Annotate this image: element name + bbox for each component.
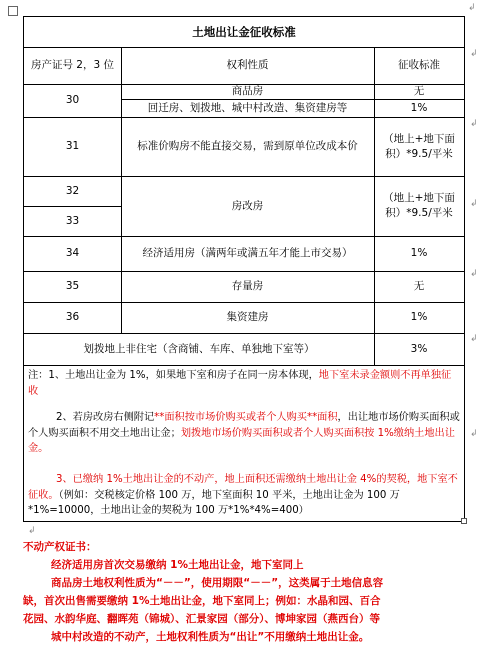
nature-allocated-nonresidential: 划拨地上非住宅（含商铺、车库、单独地下室等） [83,342,315,355]
header-standard: 征收标准 [398,59,440,71]
paragraph-mark: ↲ [28,526,36,536]
note-3: 3、已缴纳 1%土地出让金的不动产，地上面积还需缴纳土地出让金 4%的契税，地下室不征收。（例如：交税核定价格 100 万，地下室面积 10 平米，土地出让金为 100 万*1%=10000，土地出让金的契税为 100 万*1%*4%=400） [28,474,458,516]
bottom-line-3: 缺，首次出售需要缴纳 1%土地出让金，地下室同上；例如：水晶和园、百合 [23,595,381,607]
std-housing-reform: （地上+地下面积）*9.5/平米 [383,192,455,219]
paragraph-mark: ↲ [470,269,478,279]
std-fundraised: 1% [410,311,428,323]
bottom-line-4: 花园、水韵华庭、翻晖苑（锦城）、汇景家园（部分）、博坤家园（燕西台）等 [23,613,380,625]
paragraph-mark: ↲ [470,199,478,209]
header-nature: 权利性质 [226,59,269,71]
code-33: 33 [65,214,80,227]
std-existing: 无 [413,280,425,292]
paragraph-mark: ↲ [470,429,478,439]
std-relocation: 1% [410,101,428,114]
bottom-line-1: 经济适用房首次交易缴纳 1%土地出让金，地下室同上 [51,559,304,571]
std-standard-price: （地上+地下面积）*9.5/平米 [383,132,455,160]
nature-standard-price: 标准价购房不能直接交易，需到原单位改成本价 [137,140,358,152]
code-34: 34 [65,247,80,259]
bottom-line-5: 城中村改造的不动产，土地权利性质为“出让”不用缴纳土地出让金。 [51,631,370,643]
std-allocated-nonresidential: 3% [410,342,428,355]
code-36: 36 [65,311,80,323]
bottom-heading: 不动产权证书： [23,541,97,553]
table-resize-handle[interactable] [461,518,467,524]
code-30: 30 [65,94,80,106]
table-title: 土地出让金征收标准 [192,24,296,39]
nature-affordable: 经济适用房（满两年或满五年才能上市交易） [142,247,353,259]
page-corner-mark [8,6,18,16]
nature-housing-reform: 房改房 [231,199,264,212]
std-affordable: 1% [410,247,428,259]
paragraph-mark: ↲ [470,334,478,344]
paragraph-mark: ↲ [470,119,478,129]
code-35: 35 [65,280,80,292]
header-code: 房产证号 2，3 位 [30,59,115,71]
code-31: 31 [65,140,80,152]
note-2: 2、若房改房右侧附记**面积按市场价购买或者个人购买**面积，出让地市场价购买面积或个人购买面积不用交土地出让金；划拨地市场价购买面积或者个人购买面积按 1%缴纳土地出让金。 [28,412,460,454]
nature-commercial: 商品房 [231,85,264,97]
std-commercial: 无 [413,85,425,97]
note-1: 注：1、土地出让金为 1%，如果地下室和房子在同一房本体现，地下室未录金额则不再单独征收 [28,370,452,397]
nature-existing: 存量房 [231,280,264,292]
paragraph-mark: ↲ [470,49,478,59]
code-32: 32 [65,184,80,197]
page-corner-mark: ↲ [468,3,476,13]
nature-relocation: 回迁房、划拨地、城中村改造、集资建房等 [147,101,348,114]
nature-fundraised: 集资建房 [226,311,269,323]
land-fee-table [23,16,465,522]
bottom-line-2: 商品房土地权利性质为“－－”，使用期限“－－”，这类属于土地信息容 [51,577,384,589]
